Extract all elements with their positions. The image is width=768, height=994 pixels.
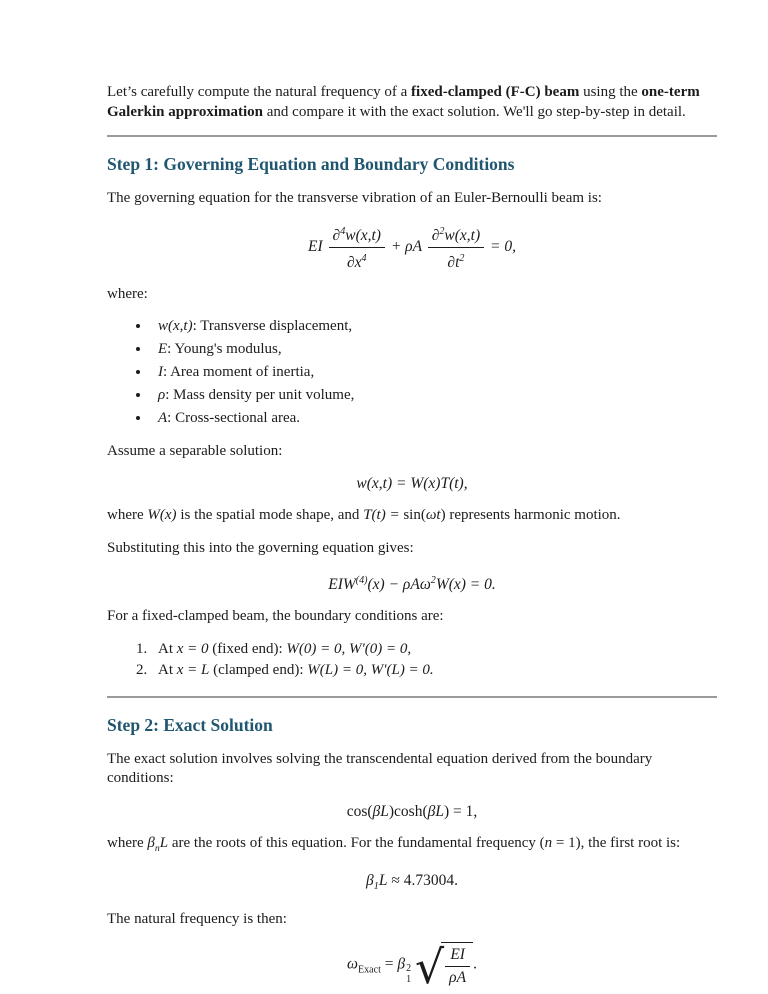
governing-equation-intro: The governing equation for the transverse vibration of an Euler-Bernoulli beam is: [107, 190, 602, 206]
eq-token: ∂x [346, 253, 362, 271]
where-label: where: [107, 285, 148, 302]
eq-token: W(x) = 0. [435, 576, 496, 594]
eq-token: w(x,t) [345, 226, 381, 244]
eq-token: = 1, [449, 802, 478, 820]
eq-function: )cosh( [388, 802, 428, 820]
inline-math: n [544, 834, 553, 851]
eq-token: w(x,t) = W(x)T(t), [356, 475, 468, 493]
eq-superscript: 2 [459, 252, 465, 264]
list-item [151, 363, 717, 383]
fraction [428, 222, 484, 273]
eq-token: β [366, 872, 374, 890]
intro-text: using the [579, 84, 642, 100]
text: represents harmonic motion. [445, 507, 621, 524]
text: is the spatial mode shape, and [176, 507, 364, 524]
substituting-paragraph: Substituting this into the governing equation gives: [107, 539, 414, 556]
eq-token: ∂ [332, 226, 341, 244]
fraction-denominator: ρA [449, 969, 467, 987]
inline-subscript: n [154, 842, 160, 854]
eq-token: βL [372, 802, 389, 820]
eq-token: = 0, [490, 237, 516, 255]
definition: : Area moment of inertia, [163, 364, 315, 381]
fraction [329, 222, 385, 273]
inline-math: sin( [403, 507, 426, 524]
boundary-conditions-list [107, 640, 717, 681]
inline-math: W(0) = 0, W′(0) = 0, [286, 640, 412, 657]
boundary-conditions-intro: For a fixed-clamped beam, the boundary conditions are: [107, 608, 444, 625]
inline-math: ) [440, 507, 446, 524]
symbol: E [158, 341, 168, 358]
fraction [445, 945, 470, 988]
eq-token: ω [347, 955, 358, 973]
intro-text: Let’s carefully compute the natural frequency of a [107, 84, 412, 100]
step1-heading: Step 1: Governing Equation and Boundary Conditions [107, 154, 515, 174]
list-item [151, 317, 717, 337]
natural-frequency-equation [107, 940, 717, 994]
eq-token: ∂t [447, 253, 460, 271]
intro-text: and compare it with the exact solution. We'll go step-by-step in detail. [263, 103, 686, 120]
transcendental-equation [107, 802, 717, 822]
substituted-equation [107, 571, 717, 595]
symbol: w(x,t) [158, 318, 193, 335]
intro-bold-beam: fixed-clamped (F-C) beam [411, 84, 580, 100]
square-root [415, 940, 473, 994]
text: At [158, 662, 177, 679]
eq-token: w(x,t) [444, 226, 481, 244]
fraction-denominator [428, 248, 484, 273]
eq-superscript: 4 [340, 225, 346, 237]
fraction-numerator [428, 222, 484, 248]
eq-superscript: 4 [361, 252, 367, 264]
inline-math: ωt [425, 507, 441, 524]
radical-sign-icon: √ [415, 940, 445, 994]
definition: : Mass density per unit volume, [165, 387, 355, 404]
governing-equation [107, 222, 717, 273]
symbol-definition-list [107, 317, 717, 429]
inline-math: x = 0 [176, 640, 209, 657]
eq-token: L [378, 872, 388, 890]
symbol: ρ [158, 387, 166, 404]
text: where [107, 507, 148, 524]
list-item [151, 640, 717, 660]
eq-superscript: 2 [406, 962, 412, 974]
eq-function: cos( [346, 802, 373, 820]
mode-shape-paragraph [107, 506, 717, 526]
natural-frequency-paragraph: The natural frequency is then: [107, 910, 287, 927]
eq-token: EIW [328, 576, 356, 594]
fraction-numerator: EI [445, 945, 470, 967]
eq-token: (x) − ρAω [367, 576, 431, 594]
definition: : Young's modulus, [167, 341, 282, 358]
intro-paragraph [107, 83, 717, 122]
definition: : Transverse displacement, [192, 318, 353, 335]
eq-token: . [473, 955, 477, 973]
eq-superscript: 2 [430, 575, 436, 587]
inline-math: W(x) [147, 507, 177, 524]
list-item [151, 409, 717, 429]
text: where [107, 834, 148, 851]
text: (clamped end): [209, 662, 308, 679]
separable-solution-equation [107, 474, 717, 494]
section-divider [107, 696, 717, 698]
list-item [151, 386, 717, 406]
assume-paragraph: Assume a separable solution: [107, 442, 283, 459]
inline-math: W(L) = 0, W′(L) = 0. [307, 662, 434, 679]
eq-token: + ρA [390, 237, 422, 255]
text: are the roots of this equation. For the fundamental frequency ( [168, 834, 545, 851]
symbol: I [158, 364, 163, 381]
eq-token: βL [427, 802, 444, 820]
first-root-equation [107, 871, 717, 897]
eq-token: = [380, 955, 398, 973]
beta-sup-sub [406, 963, 411, 985]
symbol: A [158, 410, 168, 427]
eq-token: ∂ [431, 226, 440, 244]
list-item [151, 340, 717, 360]
inline-math: L [159, 834, 169, 851]
eq-subscript: 1 [406, 973, 412, 985]
eq-function: ) [443, 802, 450, 820]
eq-subscript: Exact [357, 964, 381, 976]
eq-superscript: 2 [439, 225, 445, 237]
inline-math: β [147, 834, 155, 851]
eq-superscript: (4) [355, 575, 368, 587]
eq-token: ≈ 4.73004. [387, 872, 458, 890]
roots-paragraph [107, 834, 717, 859]
eq-token: EI [308, 237, 323, 255]
definition: : Cross-sectional area. [167, 410, 301, 427]
fraction-numerator [329, 222, 385, 248]
inline-math: T(t) = [363, 507, 404, 524]
inline-math: x = L [176, 662, 210, 679]
exact-solution-intro: The exact solution involves solving the transcendental equation derived from the boundary conditions: [107, 750, 653, 787]
radicand [441, 942, 473, 988]
intro-bold-galerkin: one-term Galerkin approximation [107, 84, 700, 120]
fraction-denominator [329, 248, 385, 273]
eq-token: β [397, 955, 406, 973]
text: = 1), the first root is: [552, 834, 681, 851]
list-item [151, 661, 717, 681]
eq-subscript: 1 [373, 881, 379, 893]
text: At [158, 640, 177, 657]
section-divider [107, 135, 717, 137]
text: (fixed end): [208, 640, 287, 657]
step2-heading: Step 2: Exact Solution [107, 714, 273, 735]
